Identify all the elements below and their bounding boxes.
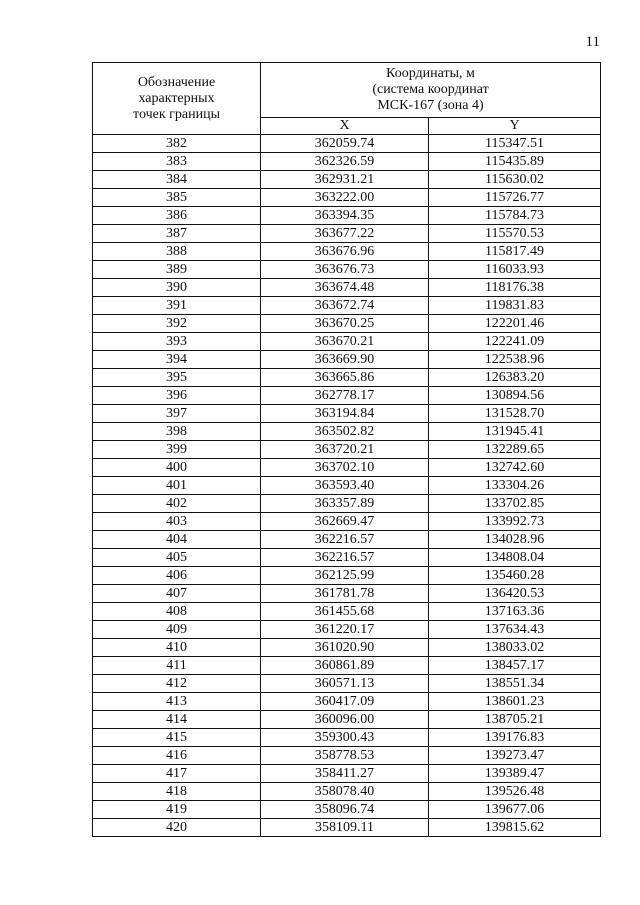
cell-x: 361455.68: [261, 603, 429, 621]
cell-x: 363672.74: [261, 297, 429, 315]
table-row: [93, 603, 601, 621]
cell-y: 139389.47: [429, 765, 601, 783]
header-coords-line-2: (система координат: [372, 82, 489, 97]
cell-point: 388: [93, 243, 261, 261]
table-row: [93, 261, 601, 279]
cell-x: 359300.43: [261, 729, 429, 747]
cell-point: 420: [93, 819, 261, 837]
table-row: [93, 351, 601, 369]
cell-x: 363674.48: [261, 279, 429, 297]
cell-x: 363676.96: [261, 243, 429, 261]
cell-point: 419: [93, 801, 261, 819]
cell-y: 136420.53: [429, 585, 601, 603]
cell-y: 134808.04: [429, 549, 601, 567]
table-row: [93, 225, 601, 243]
header-x: X: [261, 118, 429, 135]
cell-y: 131945.41: [429, 423, 601, 441]
cell-x: 362931.21: [261, 171, 429, 189]
cell-y: 122538.96: [429, 351, 601, 369]
cell-point: 407: [93, 585, 261, 603]
cell-y: 139526.48: [429, 783, 601, 801]
cell-x: 363357.89: [261, 495, 429, 513]
cell-x: 362778.17: [261, 387, 429, 405]
cell-y: 115726.77: [429, 189, 601, 207]
cell-y: 130894.56: [429, 387, 601, 405]
header-point-line-3: точек границы: [133, 106, 220, 122]
cell-y: 139273.47: [429, 747, 601, 765]
table-row: [93, 387, 601, 405]
cell-x: 363593.40: [261, 477, 429, 495]
cell-point: 415: [93, 729, 261, 747]
cell-point: 414: [93, 711, 261, 729]
cell-x: 360417.09: [261, 693, 429, 711]
cell-y: 138551.34: [429, 675, 601, 693]
cell-point: 418: [93, 783, 261, 801]
cell-y: 138705.21: [429, 711, 601, 729]
cell-point: 403: [93, 513, 261, 531]
cell-y: 139815.62: [429, 819, 601, 837]
cell-x: 360096.00: [261, 711, 429, 729]
cell-point: 391: [93, 297, 261, 315]
cell-point: 402: [93, 495, 261, 513]
cell-y: 122241.09: [429, 333, 601, 351]
page-number: 11: [585, 34, 600, 50]
table-row: [93, 639, 601, 657]
table-row: [93, 819, 601, 837]
table-row: [93, 477, 601, 495]
cell-y: 132742.60: [429, 459, 601, 477]
header-coords-line-3: МСК-167 (зона 4): [377, 98, 484, 113]
coordinates-table: [92, 62, 601, 837]
header-point-line-1: Обозначение: [137, 74, 216, 90]
cell-x: 362059.74: [261, 135, 429, 153]
table-row: [93, 621, 601, 639]
header-point-designation: [93, 63, 261, 135]
cell-y: 116033.93: [429, 261, 601, 279]
cell-x: 362125.99: [261, 567, 429, 585]
cell-y: 134028.96: [429, 531, 601, 549]
cell-x: 363702.10: [261, 459, 429, 477]
cell-point: 409: [93, 621, 261, 639]
cell-point: 406: [93, 567, 261, 585]
table-row: [93, 423, 601, 441]
cell-x: 363670.25: [261, 315, 429, 333]
cell-y: 137163.36: [429, 603, 601, 621]
cell-y: 135460.28: [429, 567, 601, 585]
cell-x: 358109.11: [261, 819, 429, 837]
table-row: [93, 171, 601, 189]
table-row: [93, 801, 601, 819]
table-row: [93, 405, 601, 423]
cell-point: 385: [93, 189, 261, 207]
table-row: [93, 369, 601, 387]
cell-point: 384: [93, 171, 261, 189]
cell-x: 362669.47: [261, 513, 429, 531]
cell-x: 358096.74: [261, 801, 429, 819]
cell-y: 133992.73: [429, 513, 601, 531]
cell-y: 138457.17: [429, 657, 601, 675]
cell-x: 358778.53: [261, 747, 429, 765]
cell-y: 115347.51: [429, 135, 601, 153]
cell-x: 363720.21: [261, 441, 429, 459]
cell-x: 358411.27: [261, 765, 429, 783]
cell-point: 416: [93, 747, 261, 765]
table-row: [93, 765, 601, 783]
cell-y: 131528.70: [429, 405, 601, 423]
header-coords-line-1: Координаты, м: [386, 66, 475, 81]
cell-y: 126383.20: [429, 369, 601, 387]
table-row: [93, 135, 601, 153]
cell-point: 401: [93, 477, 261, 495]
table-row: [93, 729, 601, 747]
cell-point: 396: [93, 387, 261, 405]
table-row: [93, 693, 601, 711]
cell-point: 411: [93, 657, 261, 675]
cell-x: 363502.82: [261, 423, 429, 441]
cell-x: 363677.22: [261, 225, 429, 243]
cell-y: 137634.43: [429, 621, 601, 639]
table-row: [93, 243, 601, 261]
cell-x: 361220.17: [261, 621, 429, 639]
cell-x: 363669.90: [261, 351, 429, 369]
cell-y: 138601.23: [429, 693, 601, 711]
cell-x: 361020.90: [261, 639, 429, 657]
cell-y: 119831.83: [429, 297, 601, 315]
table-header: [93, 63, 601, 135]
cell-x: 363394.35: [261, 207, 429, 225]
table-row: [93, 279, 601, 297]
cell-point: 389: [93, 261, 261, 279]
cell-point: 417: [93, 765, 261, 783]
cell-point: 394: [93, 351, 261, 369]
table-row: [93, 459, 601, 477]
cell-y: 118176.38: [429, 279, 601, 297]
cell-x: 363222.00: [261, 189, 429, 207]
cell-x: 362216.57: [261, 549, 429, 567]
cell-y: 133304.26: [429, 477, 601, 495]
table-row: [93, 567, 601, 585]
cell-point: 399: [93, 441, 261, 459]
cell-y: 115817.49: [429, 243, 601, 261]
table-row: [93, 711, 601, 729]
cell-point: 400: [93, 459, 261, 477]
cell-y: 115435.89: [429, 153, 601, 171]
cell-y: 138033.02: [429, 639, 601, 657]
table-row: [93, 531, 601, 549]
table-row: [93, 315, 601, 333]
cell-point: 397: [93, 405, 261, 423]
cell-point: 392: [93, 315, 261, 333]
cell-x: 363194.84: [261, 405, 429, 423]
cell-y: 139677.06: [429, 801, 601, 819]
cell-y: 115630.02: [429, 171, 601, 189]
cell-point: 395: [93, 369, 261, 387]
cell-x: 361781.78: [261, 585, 429, 603]
cell-y: 139176.83: [429, 729, 601, 747]
table-row: [93, 207, 601, 225]
cell-x: 363665.86: [261, 369, 429, 387]
cell-point: 410: [93, 639, 261, 657]
table-row: [93, 189, 601, 207]
table-row: [93, 675, 601, 693]
table-row: [93, 495, 601, 513]
cell-x: 363676.73: [261, 261, 429, 279]
header-point-line-2: характерных: [138, 90, 215, 106]
cell-x: 362326.59: [261, 153, 429, 171]
cell-point: 387: [93, 225, 261, 243]
table-row: [93, 153, 601, 171]
cell-y: 133702.85: [429, 495, 601, 513]
cell-point: 398: [93, 423, 261, 441]
cell-x: 358078.40: [261, 783, 429, 801]
table-row: [93, 333, 601, 351]
table-row: [93, 441, 601, 459]
table-row: [93, 747, 601, 765]
header-coordinates: [261, 63, 601, 118]
cell-point: 393: [93, 333, 261, 351]
cell-y: 122201.46: [429, 315, 601, 333]
cell-point: 413: [93, 693, 261, 711]
cell-y: 115784.73: [429, 207, 601, 225]
cell-point: 404: [93, 531, 261, 549]
cell-x: 360571.13: [261, 675, 429, 693]
table-row: [93, 585, 601, 603]
cell-point: 412: [93, 675, 261, 693]
cell-point: 382: [93, 135, 261, 153]
table-row: [93, 657, 601, 675]
cell-y: 115570.53: [429, 225, 601, 243]
cell-point: 390: [93, 279, 261, 297]
header-y: Y: [429, 118, 601, 135]
table-row: [93, 513, 601, 531]
cell-x: 362216.57: [261, 531, 429, 549]
cell-point: 386: [93, 207, 261, 225]
table-body: [93, 135, 601, 837]
cell-point: 405: [93, 549, 261, 567]
cell-point: 383: [93, 153, 261, 171]
table-row: [93, 549, 601, 567]
cell-x: 363670.21: [261, 333, 429, 351]
cell-y: 132289.65: [429, 441, 601, 459]
cell-x: 360861.89: [261, 657, 429, 675]
table-row: [93, 783, 601, 801]
table-row: [93, 297, 601, 315]
cell-point: 408: [93, 603, 261, 621]
